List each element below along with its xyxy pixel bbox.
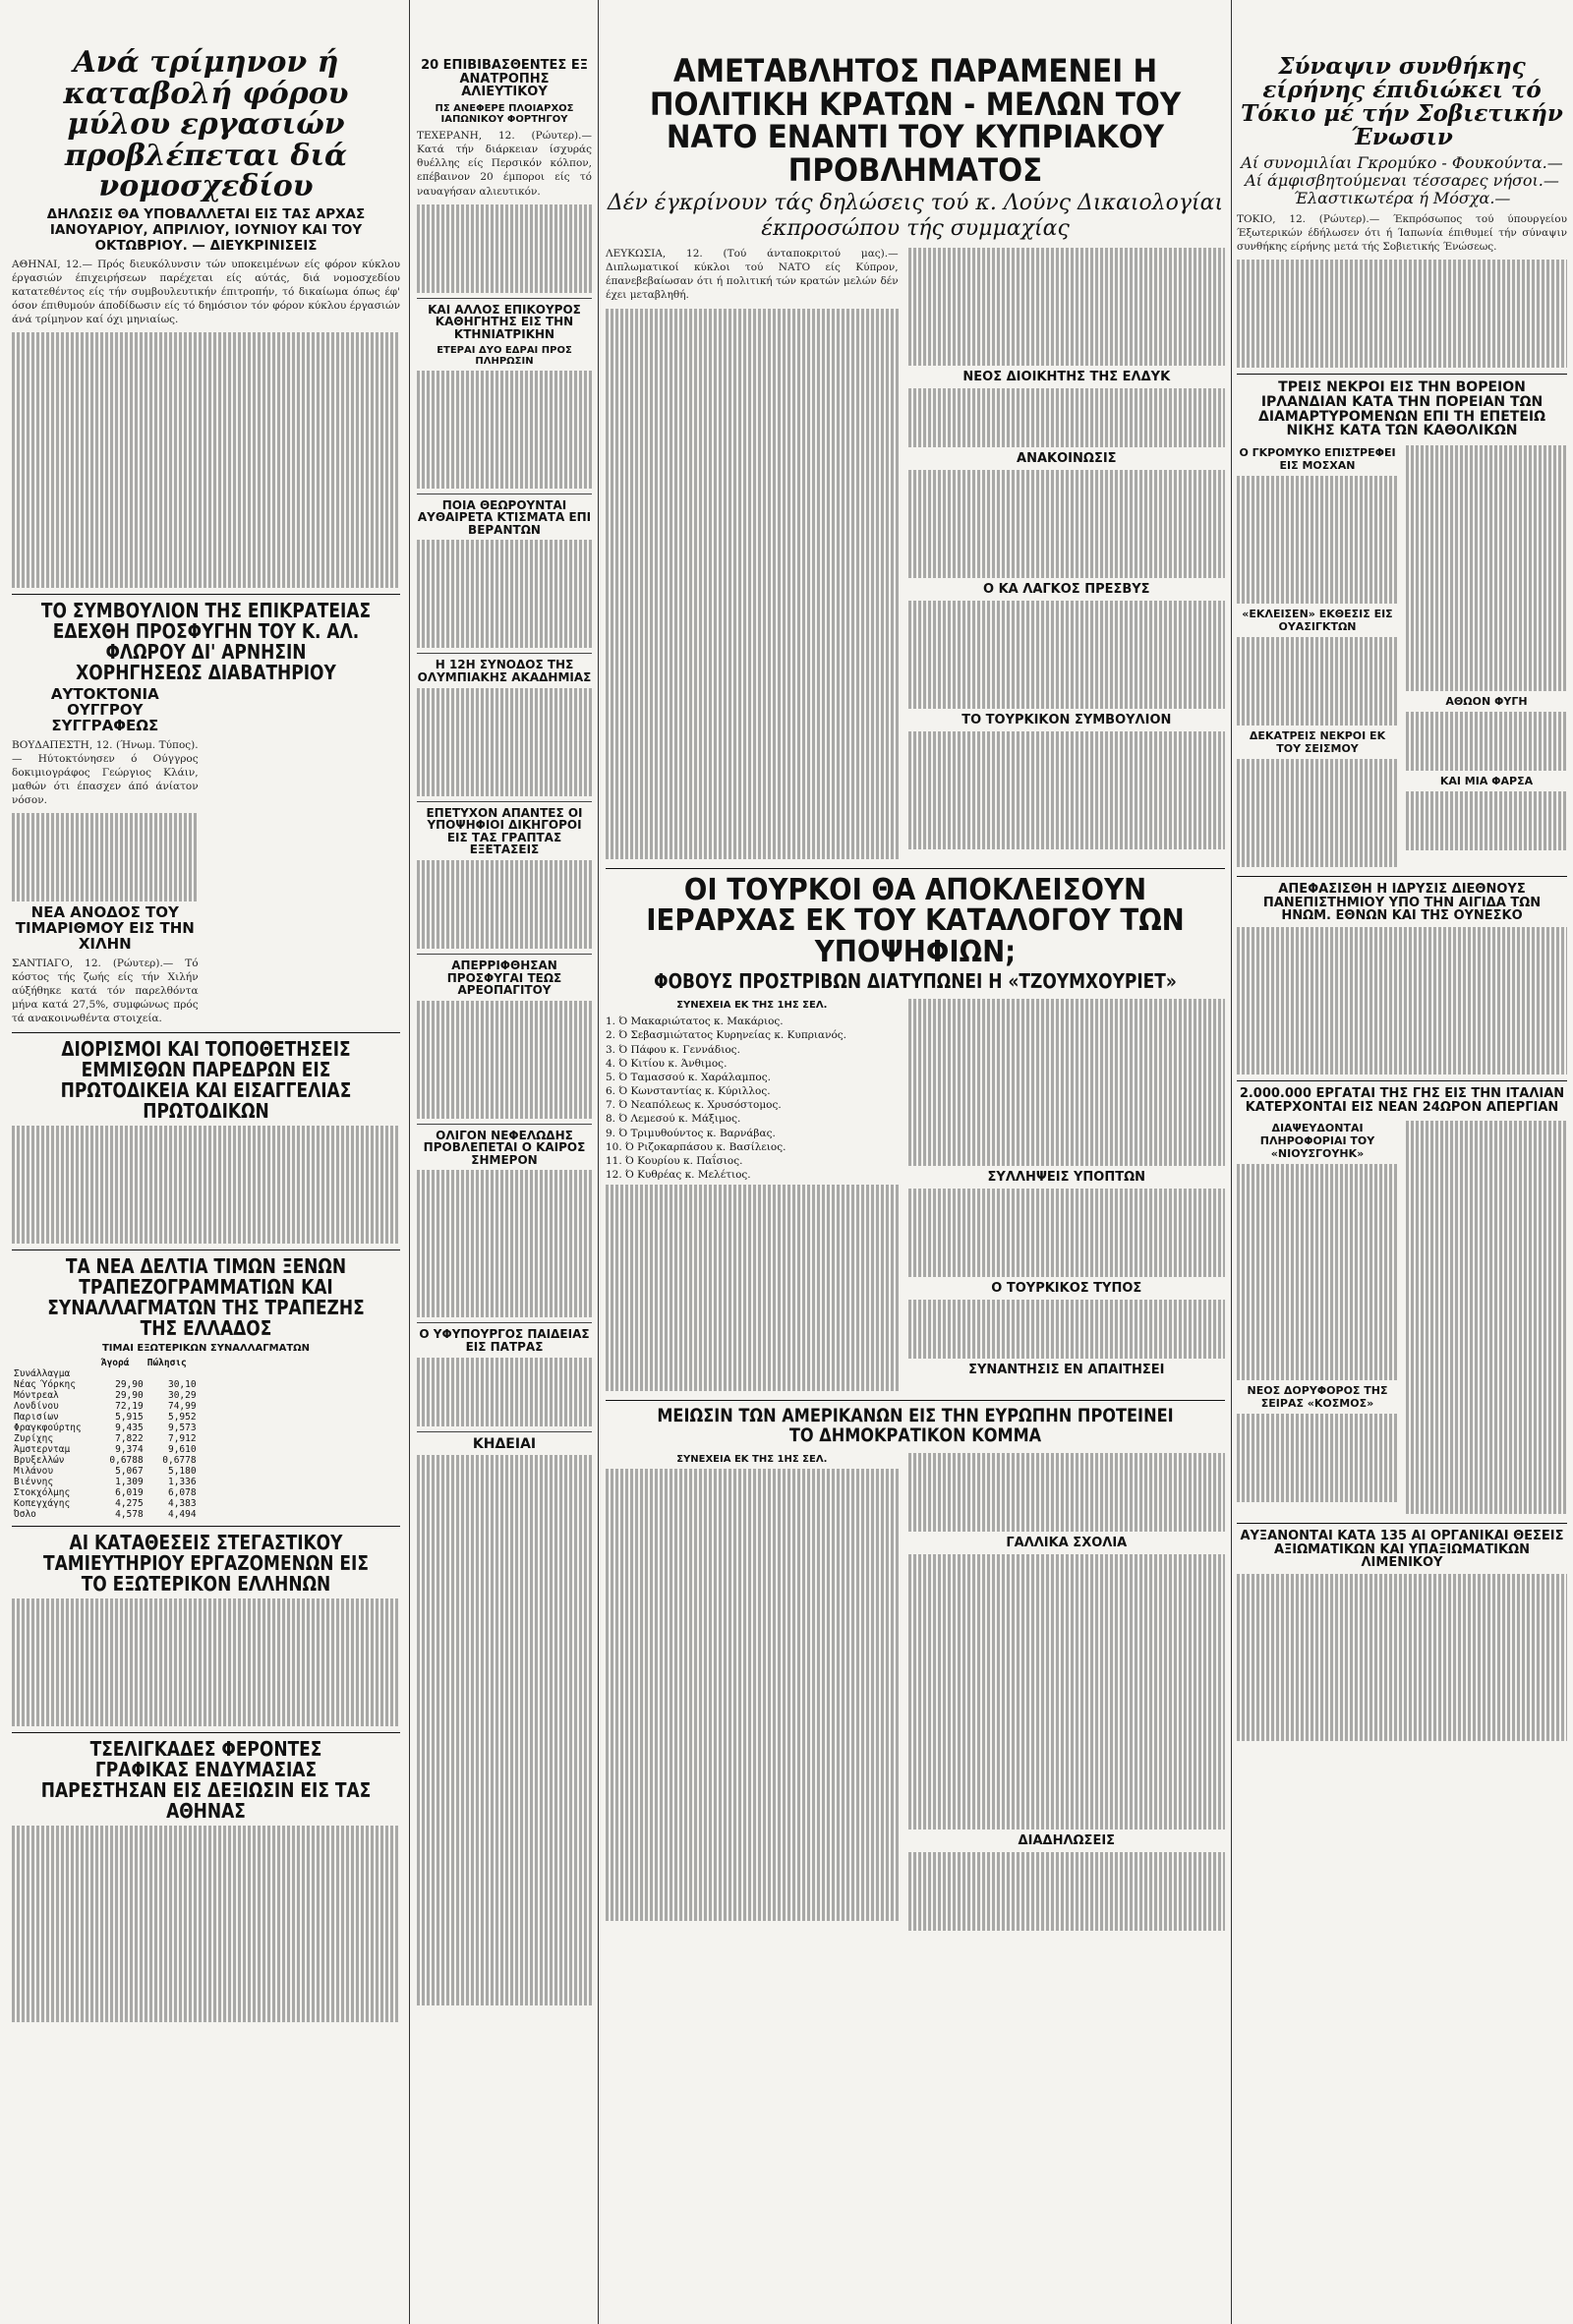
rates-row [12,1455,199,1466]
banner-nato-cyprus: ΑΜΕΤΑΒΛΗΤΟΣ ΠΑΡΑΜΕΝΕΙ Η ΠΟΛΙΤΙΚΗ ΚΡΑΤΩΝ - ΜΕΛΩΝ ΤΟΥ ΝΑΤΟ ΕΝΑΝΤΙ ΤΟΥ ΚΥΠΡΙΑΚΟΥ ΠΡΟΒΛΗΜΑΤΟΣ [649,52,1182,189]
rates-row [12,1444,199,1455]
headline-kosmos: ΝΕΟΣ ΔΟΡΥΦΟΡΟΣ ΤΗΣ ΣΕΙΡΑΣ «ΚΟΣΜΟΣ» [1247,1384,1388,1411]
rates-cell: 9,374 [115,1443,144,1455]
headline-suicide: ΑΥΤΟΚΤΟΝΙΑ ΟΥΓΓΡΟΥ ΣΥΓΓΡΑΦΕΩΣ [50,685,159,734]
rates-cell: 4,275 [115,1497,144,1509]
headline-balconies: ΠΟΙΑ ΘΕΩΡΟΥΝΤΑΙ ΑΥΘΑΙΡΕΤΑ ΚΤΙΣΜΑΤΑ ΕΠΙ ΒΕΡΑΝΤΩΝ [417,497,592,537]
headline-arrests: ΣΥΛΛΗΨΕΙΣ ΥΠΟΠΤΩΝ [987,1170,1146,1186]
article-suicide: ΒΟΥΔΑΠΕΣΤΗ, 12. (Ήνωμ. Τύπος).— Ηύτοκτόνησεν ό Ούγγρος δοκιμιογράφος Γεώργιος Κλάιν, μαθών ότι έπασχεν άπό άνίατον νόσον. [12,738,199,807]
exchange-rates-table [12,1358,199,1520]
continued-label-1: ΣΥΝΕΧΕΙΑ ΕΚ ΤΗΣ 1ΗΣ ΣΕΛ. [676,1000,828,1012]
rates-row [12,1412,199,1423]
candidate-item: 1. Ό Μακαριώτατος κ. Μακάριος. [606,1016,784,1028]
headline-olympic-academy: Η 12Η ΣΥΝΟΔΟΣ ΤΗΣ ΟΛΥΜΠΙΑΚΗΣ ΑΚΑΔΗΜΙΑΣ [417,658,592,684]
rates-cell: 29,90 [115,1378,144,1390]
candidate-item: 7. Ό Νεαπόλεως κ. Χρυσόστομος. [606,1099,782,1112]
rates-row [12,1423,199,1433]
headline-exchange-rates: ΤΑ ΝΕΑ ΔΕΛΤΙΑ ΤΙΜΩΝ ΞΕΝΩΝ ΤΡΑΠΕΖΟΓΡΑΜΜΑΤΙΩΝ ΚΑΙ ΣΥΝΑΛΛΑΓΜΑΤΩΝ ΤΗΣ ΤΡΑΠΕΖΗΣ ΤΗΣ ΕΛΛΑΔΟΣ [47,1253,365,1340]
headline-meeting: ΣΥΝΑΝΤΗΣΙΣ ΕΝ ΑΠΑΙΤΗΣΕΙ [968,1363,1165,1378]
subheadline-fishing-boat: ΠΣ ΑΝΕΦΕΡΕ ΠΛΟΙΑΡΧΟΣ ΙΑΠΩΝΙΚΟΥ ΦΟΡΤΗΓΟΥ [435,102,574,125]
headline-university: ΑΠΕΦΑΣΙΣΘΗ Η ΙΔΡΥΣΙΣ ΔΙΕΘΝΟΥΣ ΠΑΝΕΠΙΣΤΗΜΙΟΥ ΥΠΟ ΤΗΝ ΑΙΓΙΔΑ ΤΩΝ ΗΝΩΜ. ΕΘΝΩΝ ΚΑΙ ΤΗΣ ΟΥΝΕΣΚΟ [1262,882,1542,924]
rates-cell: Μιλάνου [14,1465,54,1477]
headline-lagos-ambassador: Ο ΚΑ ΛΑΓΚΟΣ ΠΡΕΣΒΥΣ [983,581,1150,597]
rates-cell: 1,336 [167,1476,197,1487]
rates-cell [146,1368,199,1379]
rates-cell: 5,180 [167,1465,197,1477]
column-second [417,0,592,2008]
rates-cell: Φραγκφούρτης [14,1422,82,1433]
headline-port-officers: ΑΥΞΑΝΟΝΤΑΙ ΚΑΤΑ 135 ΑΙ ΟΡΓΑΝΙΚΑΙ ΘΕΣΕΙΣ ΑΞΙΩΜΑΤΙΚΩΝ ΚΑΙ ΥΠΑΞΙΩΜΑΤΙΚΩΝ ΛΙΜΕΝΙΚΟΥ [1240,1529,1564,1571]
rates-cell: Λονδίνου [14,1400,59,1412]
headline-earthquake: ΔΕΚΑΤΡΕΙΣ ΝΕΚΡΟΙ ΕΚ ΤΟΥ ΣΕΙΣΜΟΥ [1249,729,1386,755]
headline-tokyo-treaty: Σύναψιν συνθήκης είρήνης έπιδιώκει τό Τόκιο μέ τήν Σοβιετικήν Ένωσιν [1241,53,1563,151]
article-business-tax: ΑΘΗΝΑΙ, 12.— Πρός διευκόλυνσιν τών υποκειμένων είς φόρον κύκλου έργασιών έπιχειρήσεων παρέχεται είς αύτάς, διά νομοσχεδίου κατατεθέντος είς τήν συμβουλευτικήν έπιτροπήν, τό δικαίωμα όπως έφ' όσον έπιθυμούν άποδίδωσιν είς τό δημόσιον τόν φόρον κύκλου έργασιών άνά τρίμηνον καί όχι μηνιαίως. [12,258,400,326]
rates-cell: 29,90 [115,1389,144,1401]
headline-appointments: ΔΙΟΡΙΣΜΟΙ ΚΑΙ ΤΟΠΟΘΕΤΗΣΕΙΣ ΕΜΜΙΣΘΩΝ ΠΑΡΕΔΡΩΝ ΕΙΣ ΠΡΩΤΟΔΙΚΕΙΑ ΚΑΙ ΕΙΣΑΓΓΕΛΙΑΣ ΠΡΩΤΟΔΙΚΩΝ [60,1036,352,1123]
candidate-item: 8. Ό Λεμεσού κ. Μάξιμος. [606,1113,741,1126]
candidate-item: 12. Ό Κυθρέας κ. Μελέτιος. [606,1169,751,1182]
headline-fishing-boat: 20 ΕΠΙΒΙΒΑΣΘΕΝΤΕΣ ΕΞ ΑΝΑΤΡΟΠΗΣ ΑΛΙΕΥΤΙΚΟΥ [421,58,588,100]
headline-weather: ΟΛΙΓΟΝ ΝΕΦΕΛΩΔΗΣ ΠΡΟΒΛΕΠΕΤΑΙ Ο ΚΑΙΡΟΣ ΣΗΜΕΡΟΝ [423,1128,586,1167]
rates-cell: 6,078 [167,1486,197,1498]
headline-lawyers-exams: ΕΠΕΤΥΧΟΝ ΑΠΑΝΤΕΣ ΟΙ ΥΠΟΨΗΦΙΟΙ ΔΙΚΗΓΟΡΟΙ ΕΙΣ ΤΑΣ ΓΡΑΠΤΑΣ ΕΞΕΤΑΣΕΙΣ [426,805,583,857]
rates-header-cell: Άγορά [100,1357,130,1368]
headline-eldyk-commander: ΝΕΟΣ ΔΙΟΙΚΗΤΗΣ ΤΗΣ ΕΛΔΥΚ [962,369,1171,384]
headline-shepherds: ΤΣΕΛΙΓΚΑΔΕΣ ΦΕΡΟΝΤΕΣ ΓΡΑΦΙΚΑΣ ΕΝΔΥΜΑΣΙΑΣ ΠΑΡΕΣΤΗΣΑΝ ΕΙΣ ΔΕΞΙΩΣΙΝ ΕΙΣ ΤΑΣ ΑΘΗΝΑΣ [40,1736,372,1823]
headline-business-tax: Ανά τρίμηνον ή καταβολή φόρου μύλου εργασιών προβλέπεται διά νομοσχεδίου [63,45,349,203]
candidate-item: 11. Ό Κουρίου κ. Παΐσιος. [606,1154,743,1167]
headline-exhibition: «ΕΚΛΕΙΣΕΝ» ΕΚΘΕΣΙΣ ΕΙΣ ΟΥΑΣΙΓΚΤΩΝ [1242,608,1393,633]
banner-democrats: ΜΕΙΩΣΙΝ ΤΩΝ ΑΜΕΡΙΚΑΝΩΝ ΕΙΣ ΤΗΝ ΕΥΡΩΠΗΝ ΠΡΟΤΕΙΝΕΙ ΤΟ ΔΗΜΟΚΡΑΤΙΚΟΝ ΚΟΜΜΑ [657,1405,1174,1447]
rates-table-title: ΤΙΜΑΙ ΕΞΩΤΕΡΙΚΩΝ ΣΥΝΑΛΛΑΓΜΑΤΩΝ [101,1342,311,1354]
rates-cell: Κοπεγχάγης [14,1497,71,1509]
candidate-item: 10. Ό Ριζοκαρπάσου κ. Βασίλειος. [606,1140,786,1153]
rates-cell: 5,952 [167,1411,197,1423]
rates-cell: Ζυρίχης [14,1432,54,1444]
rates-cell: Άμστερνταμ [14,1443,71,1455]
rates-cell: 6,019 [115,1486,144,1498]
headline-ireland: ΤΡΕΙΣ ΝΕΚΡΟΙ ΕΙΣ ΤΗΝ ΒΟΡΕΙΟΝ ΙΡΛΑΝΔΙΑΝ ΚΑΤΑ ΤΗΝ ΠΟΡΕΙΑΝ ΤΩΝ ΔΙΑΜΑΡΤΥΡΟΜΕΝΩΝ ΕΠΙ ΤΗ ΕΠΕΤΕΙΩ ΝΙΚΗΣ ΚΑΤΑ ΤΩΝ ΚΑΘΟΛΙΚΩΝ [1257,379,1546,439]
rates-cell: 30,10 [167,1378,197,1390]
headline-chile-index: ΝΕΑ ΑΝΟΔΟΣ ΤΟΥ ΤΙΜΑΡΙΘΜΟΥ ΕΙΣ ΤΗΝ ΧΙΛΗΝ [15,903,195,953]
headline-funerals: ΚΗΔΕΙΑΙ [472,1435,537,1452]
rates-cell: Βρυξελλών [14,1454,65,1466]
rates-cell: 4,578 [115,1508,144,1520]
candidate-item: 9. Ό Τριμυθούντος κ. Βαρνάβας. [606,1127,776,1139]
rates-cell: 0,6778 [162,1454,197,1466]
rates-header-cell: Πώλησις [146,1357,187,1368]
subbanner-cumhuriyet: ΦΟΒΟΥΣ ΠΡΟΣΤΡΙΒΩΝ ΔΙΑΤΥΠΩΝΕΙ Η «ΤΖΟΥΜΧΟΥΡΙΕΤ» [654,969,1177,994]
headline-demonstrations: ΔΙΑΔΗΛΩΣΕΙΣ [1018,1833,1116,1849]
rates-row [12,1390,199,1401]
headline-housing-savings: ΑΙ ΚΑΤΑΘΕΣΕΙΣ ΣΤΕΓΑΣΤΙΚΟΥ ΤΑΜΙΕΥΤΗΡΙΟΥ ΕΡΓΑΖΟΜΕΝΩΝ ΕΙΣ ΤΟ ΕΞΩΤΕΡΙΚΟΝ ΕΛΛΗΝΩΝ [43,1530,369,1596]
rates-header-cell [12,1358,99,1368]
headline-announcement: ΑΝΑΚΟΙΝΩΣΙΣ [1017,450,1117,466]
column-left [12,0,400,2025]
headline-escape: ΑΘΩΟΝ ΦΥΓΗ [1445,695,1528,708]
headline-turkish-council: ΤΟ ΤΟΥΡΚΙΚΟΝ ΣΥΜΒΟΥΛΙΟΝ [961,712,1172,727]
rates-row [12,1487,199,1498]
headline-areopagite: ΑΠΕΡΡΙΦΘΗΣΑΝ ΠΡΟΣΦΥΓΑΙ ΤΕΩΣ ΑΡΕΟΠΑΓΙΤΟΥ [446,958,562,998]
rates-cell: Όσλο [14,1508,36,1520]
rates-row [12,1477,199,1487]
rates-cell: Παρισίων [14,1411,59,1423]
column-center [606,0,1225,1934]
rates-row [12,1379,199,1390]
rates-cell: 1,309 [115,1476,144,1487]
headline-turkish-press: Ο ΤΟΥΡΚΙΚΟΣ ΤΥΠΟΣ [991,1281,1142,1297]
rates-cell: 4,383 [167,1497,197,1509]
rates-row [12,1466,199,1477]
rates-row [12,1401,199,1412]
rates-cell: 9,610 [167,1443,197,1455]
headline-farce: ΚΑΙ ΜΙΑ ΦΑΡΣΑ [1439,775,1534,787]
rates-row [12,1509,199,1520]
banner-turks-hierarchs: ΟΙ ΤΟΥΡΚΟΙ ΘΑ ΑΠΟΚΛΕΙΣΟΥΝ ΙΕΡΑΡΧΑΣ ΕΚ ΤΟΥ ΚΑΤΑΛΟΓΟΥ ΤΩΝ ΥΠΟΨΗΦΙΩΝ; [646,872,1185,969]
rates-cell: 72,19 [115,1400,144,1412]
subbanner-nato-cyprus: Δέν έγκρίνουν τάς δηλώσεις τού κ. Λούνς Δικαιολογίαι έκπροσώπου τής συμμαχίας [607,191,1224,241]
rates-row [12,1433,199,1444]
rates-cell: 5,067 [115,1465,144,1477]
rates-cell: Συνάλλαγμα [14,1367,71,1379]
subheadline-business-tax: ΔΗΛΩΣΙΣ ΘΑ ΥΠΟΒΑΛΛΕΤΑΙ ΕΙΣ ΤΑΣ ΑΡΧΑΣ ΙΑΝΟΥΑΡΙΟΥ, ΑΠΡΙΛΙΟΥ, ΙΟΥΝΙΟΥ ΚΑΙ ΤΟΥ ΟΚΤΩΒΡΙΟΥ. — ΔΙΕΥΚΡΙΝΙΣΕΙΣ [46,205,366,254]
headline-italy-strike: 2.000.000 ΕΡΓΑΤΑΙ ΤΗΣ ΓΗΣ ΕΙΣ ΤΗΝ ΙΤΑΛΙΑΝ ΚΑΤΕΡΧΟΝΤΑΙ ΕΙΣ ΝΕΑΝ 24ΩΡΟΝ ΑΠΕΡΓΙΑΝ [1239,1085,1565,1115]
rates-cell: 30,29 [167,1389,197,1401]
article-tokyo-treaty: ΤΟΚΙΟ, 12. (Ρώυτερ).— Έκπρόσωπος τού ύπουργείου Έξωτερικών έδήλωσεν ότι ή Ίαπωνία έπιθυμεί τήν σύναψιν συνθήκης είρήνης μετά τής Σοβιετικής Ένώσεως. [1237,212,1567,254]
subheadline-tokyo-treaty: Αί συνομιλίαι Γκρομύκο - Φουκούντα.— Αί άμφισβητούμεναι τέσσαρες νήσοι.— Έλαστικωτέρα ή Μόσχα.— [1241,152,1563,208]
rates-cell: 9,573 [167,1422,197,1433]
article-nato-cyprus: ΛΕΥΚΩΣΙΑ, 12. (Τού άνταποκριτού μας).— Διπλωματικοί κύκλοι τού ΝΑΤΟ είς Κύπρον, έπανεβεβαίωσαν ότι ή πολιτική τών κρατών μελών δέν έχει μεταβληθή. [606,247,899,302]
rates-row [12,1368,199,1379]
headline-council-state: ΤΟ ΣΥΜΒΟΥΛΙΟΝ ΤΗΣ ΕΠΙΚΡΑΤΕΙΑΣ ΕΔΕΧΘΗ ΠΡΟΣΦΥΓΗΝ ΤΟΥ Κ. ΑΛ. ΦΛΩΡΟΥ ΔΙ' ΑΡΝΗΣΙΝ ΧΟΡΗΓΗΣΕΩΣ ΔΙΑΒΑΤΗΡΙΟΥ [40,599,372,685]
rates-cell: 7,912 [167,1432,197,1444]
candidate-item: 2. Ό Σεβασμιώτατος Κυρηνείας κ. Κυπριανός. [606,1029,847,1042]
column-right [1237,0,1567,1744]
subheadline-veterinary: ΕΤΕΡΑΙ ΔΥΟ ΕΔΡΑΙ ΠΡΟΣ ΠΛΗΡΩΣΙΝ [437,344,572,367]
article-fishing-boat: ΤΕΧΕΡΑΝΗ, 12. (Ρώυτερ).— Κατά τήν διάρκειαν ίσχυράς θυέλλης είς Περσικόν κόλπον, επέβαινον 20 έμποροι είς τό ναυαγήσαν αλιευτικόν. [417,129,592,198]
candidates-list [606,1015,899,1182]
rates-cell: 4,494 [167,1508,197,1520]
continued-label-2: ΣΥΝΕΧΕΙΑ ΕΚ ΤΗΣ 1ΗΣ ΣΕΛ. [676,1454,828,1466]
candidate-item: 4. Ό Κιτίου κ. Άνθιμος. [606,1057,728,1070]
headline-french-comments: ΓΑΛΛΙΚΑ ΣΧΟΛΙΑ [1006,1536,1128,1551]
article-chile-index: ΣΑΝΤΙΑΓΟ, 12. (Ρώυτερ).— Τό κόστος τής ζωής είς τήν Χιλήν αύξήθηκε κατά τόν παρελθόντα μήνα κατά 27,5%, συμφώνως πρός τά ανακοινωθέντα στοιχεία. [12,957,199,1025]
rates-cell: 5,915 [115,1411,144,1423]
headline-newsweek: ΔΙΑΨΕΥΔΟΝΤΑΙ ΠΛΗΡΟΦΟΡΙΑΙ ΤΟΥ «ΝΙΟΥΣΓΟΥΗΚ» [1259,1122,1375,1161]
headline-gromyko: Ο ΓΚΡΟΜΥΚΟ ΕΠΙΣΤΡΕΦΕΙ ΕΙΣ ΜΟΣΧΑΝ [1239,446,1396,472]
rates-cell: 0,6788 [109,1454,144,1466]
candidate-item: 6. Ό Κωνσταντίας κ. Κύριλλος. [606,1085,771,1098]
headline-deputy-minister: Ο ΥΦΥΠΟΥΡΓΟΣ ΠΑΙΔΕΙΑΣ ΕΙΣ ΠΑΤΡΑΣ [419,1327,590,1355]
rates-cell: Βιέννης [14,1476,54,1487]
candidate-item: 3. Ό Πάφου κ. Γεννάδιος. [606,1043,740,1056]
rates-cell: Νέας Ύόρκης [14,1378,76,1390]
rates-cell: 7,822 [115,1432,144,1444]
rates-cell [99,1368,146,1379]
candidate-item: 5. Ό Ταμασσού κ. Χαράλαμπος. [606,1071,771,1083]
rates-cell: Στοκχόλμης [14,1486,71,1498]
rates-cell: 74,99 [167,1400,197,1412]
rates-row [12,1498,199,1509]
headline-veterinary: ΚΑΙ ΑΛΛΟΣ ΕΠΙΚΟΥΡΟΣ ΚΑΘΗΓΗΤΗΣ ΕΙΣ ΤΗΝ ΚΤΗΝΙΑΤΡΙΚΗΝ [428,302,581,341]
rates-cell: Μόντρεαλ [14,1389,59,1401]
rates-cell: 9,435 [115,1422,144,1433]
